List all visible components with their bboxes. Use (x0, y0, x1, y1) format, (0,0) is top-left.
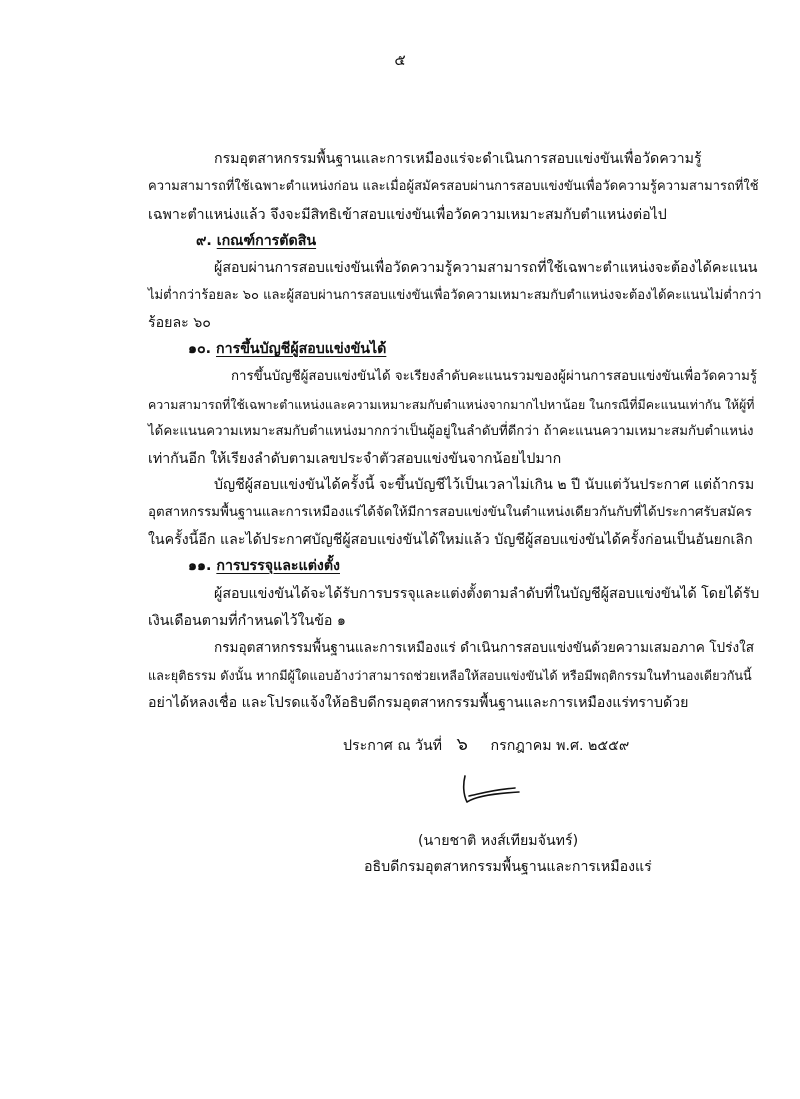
final-paragraph-line-3: อย่าได้หลงเชื่อ และโปรดแจ้งให้อธิบดีกรมอุตสาหกรรมพื้นฐานและการเหมืองแร่ทราบด้วย (148, 695, 689, 711)
section-10-p1-line-2: ความสามารถที่ใช้เฉพาะตำแหน่งและความเหมาะสมกับตำแหน่งจากมากไปหาน้อย ในกรณีที่มีคะแนนเท่ากัน ให้ผู้ที่ (148, 397, 755, 412)
section-10-p1-line-3: ได้คะแนนความเหมาะสมกับตำแหน่งมากกว่าเป็นผู้อยู่ในลำดับที่ดีกว่า ถ้าคะแนนความเหมาะสมกับตำแหน่ง (148, 424, 754, 439)
paragraph-1-line-3: เฉพาะตำแหน่งแล้ว จึงจะมีสิทธิเข้าสอบแข่งขันเพื่อวัดความเหมาะสมกับตำแหน่งต่อไป (148, 207, 667, 223)
section-9-title: เกณฑ์การตัดสิน (216, 233, 317, 249)
paragraph-1-line-1: กรมอุตสาหกรรมพื้นฐานและการเหมืองแร่จะดำเนินการสอบแข่งขันเพื่อวัดความรู้ (214, 151, 702, 167)
paragraph-1-line-2: ความสามารถที่ใช้เฉพาะตำแหน่งก่อน และเมื่อผู้สมัครสอบผ่านการสอบแข่งขันเพื่อวัดความรู้ความสามารถที่ใช้ (148, 179, 759, 194)
section-10-p1-line-1: การขึ้นบัญชีผู้สอบแข่งขันได้ จะเรียงลำดับคะแนนรวมของผู้ผ่านการสอบแข่งขันเพื่อวัดความรู้ (231, 369, 757, 384)
section-10-number: ๑๐. (188, 341, 212, 357)
section-10-heading (188, 339, 386, 359)
page-number: ๕ (394, 51, 406, 69)
announcement-day: ๖ (456, 734, 468, 755)
announcement-prefix: ประกาศ ณ วันที่ (343, 738, 443, 754)
section-11-number: ๑๑. (188, 558, 212, 574)
section-10-title: การขึ้นบัญชีผู้สอบแข่งขันได้ (216, 341, 387, 357)
final-paragraph-line-2: และยุติธรรม ดังนั้น หากมีผู้ใดแอบอ้างว่าสามารถช่วยเหลือให้สอบแข่งขันได้ หรือมีพฤติกรรมในทำนองเดียวกันนี้ (148, 668, 752, 683)
signatory-title: อธิบดีกรมอุตสาหกรรมพื้นฐานและการเหมืองแร่ (364, 859, 652, 875)
section-11-heading (188, 556, 340, 576)
section-9-number: ๙. (196, 233, 212, 249)
section-9-line-2: ไม่ต่ำกว่าร้อยละ ๖๐ และผู้สอบผ่านการสอบแข่งขันเพื่อวัดความเหมาะสมกับตำแหน่งจะต้องได้คะแนนไม่ต่ำกว่า (148, 288, 762, 303)
section-10-p2-line-2: อุตสาหกรรมพื้นฐานและการเหมืองแร่ได้จัดให้มีการสอบแข่งขันในตำแหน่งเดียวกันกับที่ได้ประกาศรับสมัคร (148, 505, 752, 520)
section-10-p2-line-3: ในครั้งนี้อีก และได้ประกาศบัญชีผู้สอบแข่งขันได้ใหม่แล้ว บัญชีผู้สอบแข่งขันได้ครั้งก่อนเป็นอันยกเลิก (148, 532, 753, 548)
section-9-line-3: ร้อยละ ๖๐ (148, 315, 211, 331)
section-10-p2-line-1: บัญชีผู้สอบแข่งขันได้ครั้งนี้ จะขึ้นบัญชีไว้เป็นเวลาไม่เกิน ๒ ปี นับแต่วันประกาศ แต่ถ้ากรม (214, 477, 755, 493)
announcement-date (343, 735, 629, 756)
section-9-line-1: ผู้สอบผ่านการสอบแข่งขันเพื่อวัดความรู้ความสามารถที่ใช้เฉพาะตำแหน่งจะต้องได้คะแนน (214, 260, 758, 276)
signatory-name: (นายชาติ หงส์เทียมจันทร์) (418, 833, 579, 849)
section-11-title: การบรรจุและแต่งตั้ง (216, 558, 340, 574)
handwritten-signature (455, 772, 525, 808)
section-10-p1-line-4: เท่ากันอีก ให้เรียงลำดับตามเลขประจำตัวสอบแข่งขันจากน้อยไปมาก (148, 451, 562, 467)
section-11-line-1: ผู้สอบแข่งขันได้จะได้รับการบรรจุและแต่งตั้งตามลำดับที่ในบัญชีผู้สอบแข่งขันได้ โดยได้รับ (214, 586, 760, 602)
section-9-heading (196, 231, 316, 251)
announcement-month-year: กรกฎาคม พ.ศ. ๒๕๕๙ (490, 738, 630, 754)
final-paragraph-line-1: กรมอุตสาหกรรมพื้นฐานและการเหมืองแร่ ดำเนินการสอบแข่งขันด้วยความเสมอภาค โปร่งใส (214, 640, 755, 656)
section-11-line-2: เงินเดือนตามที่กำหนดไว้ในข้อ ๑ (148, 613, 346, 629)
